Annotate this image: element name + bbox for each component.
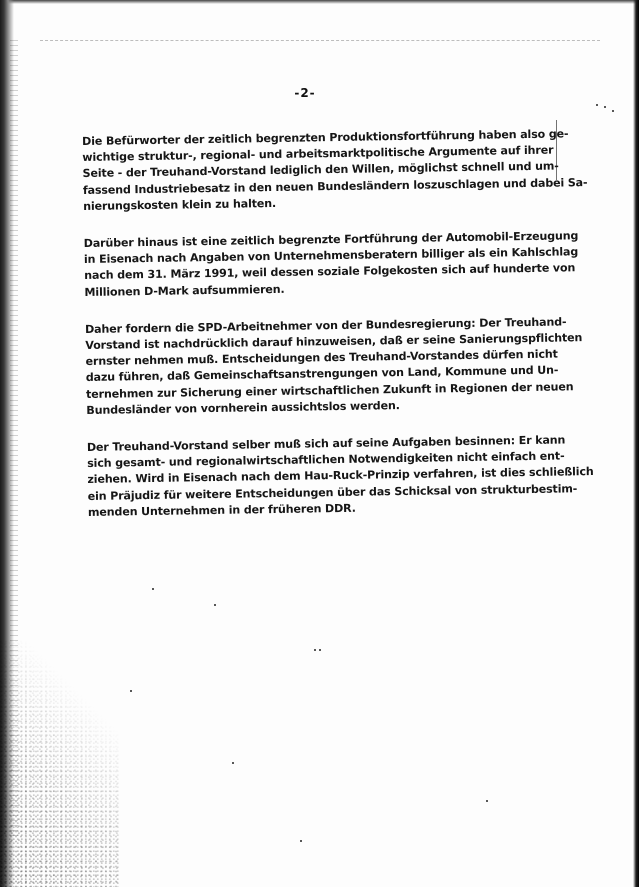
text-line: menden Unternehmen in der früheren DDR.: [87, 501, 356, 519]
speck: [596, 104, 598, 106]
text-line: Bundesländer von vornherein aussichtslos werden.: [86, 398, 400, 417]
speck: [152, 588, 154, 590]
text-line: wichtige struktur-, regional- und arbeitsmarktpolitische Argumente auf ihrer: [82, 143, 554, 165]
text-line: Millionen D-Mark aufsummieren.: [84, 282, 285, 299]
paragraph-2: [83, 229, 579, 301]
text-line: fassend Industriebesatz in den neuen Bundesländern loszuschlagen und dabei Sa-: [82, 175, 588, 197]
speck: [232, 762, 234, 764]
speck: [612, 110, 614, 112]
document-body: [82, 127, 594, 542]
text-line: in Eisenach nach Angaben von Unternehmensberatern billiger als ein Kahlschlag: [83, 245, 579, 267]
text-line: Der Treuhand-Vorstand selber muß sich auf seine Aufgaben besinnen: Er kann: [86, 433, 566, 455]
text-line: Seite - der Treuhand-Vorstand lediglich den Willen, möglichst schnell und um-: [82, 159, 559, 181]
speck: [319, 649, 321, 651]
speck: [486, 800, 488, 802]
text-line: ternehmen zur Sicherung einer wirtschaftlichen Zukunft in Regionen der neuen: [85, 379, 574, 401]
page-number: -2-: [294, 86, 316, 100]
text-line: sich gesamt- und regionalwirtschaftlichen Notwendigkeiten nicht einfach ent-: [87, 449, 565, 471]
text-line: Vorstand ist nachdrücklich darauf hinzuweisen, daß er seine Sanierungspflichten: [85, 331, 583, 353]
speck: [300, 840, 302, 842]
paragraph-3: [84, 315, 583, 419]
speck: [214, 604, 216, 606]
text-line: ziehen. Wird in Eisenach nach dem Hau-Ruck-Prinzip verfahren, ist dies schließlich: [87, 465, 594, 487]
text-line: Darüber hinaus ist eine zeitlich begrenzte Fortführung der Automobil-Erzeugung: [83, 229, 579, 251]
text-line: Die Befürworter der zeitlich begrenzten Produktionsfortführung haben also ge-: [82, 127, 569, 148]
text-line: nierungskosten klein zu halten.: [83, 196, 277, 213]
speck: [130, 690, 132, 692]
text-line: ein Präjudiz für weitere Entscheidungen über das Schicksal von strukturbestim-: [87, 481, 578, 503]
text-line: nach dem 31. März 1991, weil dessen soziale Folgekosten sich auf hunderte von: [84, 261, 576, 283]
text-line: ernster nehmen muß. Entscheidungen des Treuhand-Vorstandes dürfen nicht: [85, 347, 558, 369]
text-line: Daher fordern die SPD-Arbeitnehmer von der Bundesregierung: Der Treuhand-: [84, 315, 567, 336]
text-line: dazu führen, daß Gemeinschaftsanstrengungen von Land, Kommune und Un-: [85, 363, 559, 385]
speck: [314, 649, 316, 651]
speck: [604, 106, 606, 108]
paragraph-1: [82, 127, 588, 215]
paragraph-4: [86, 433, 594, 521]
